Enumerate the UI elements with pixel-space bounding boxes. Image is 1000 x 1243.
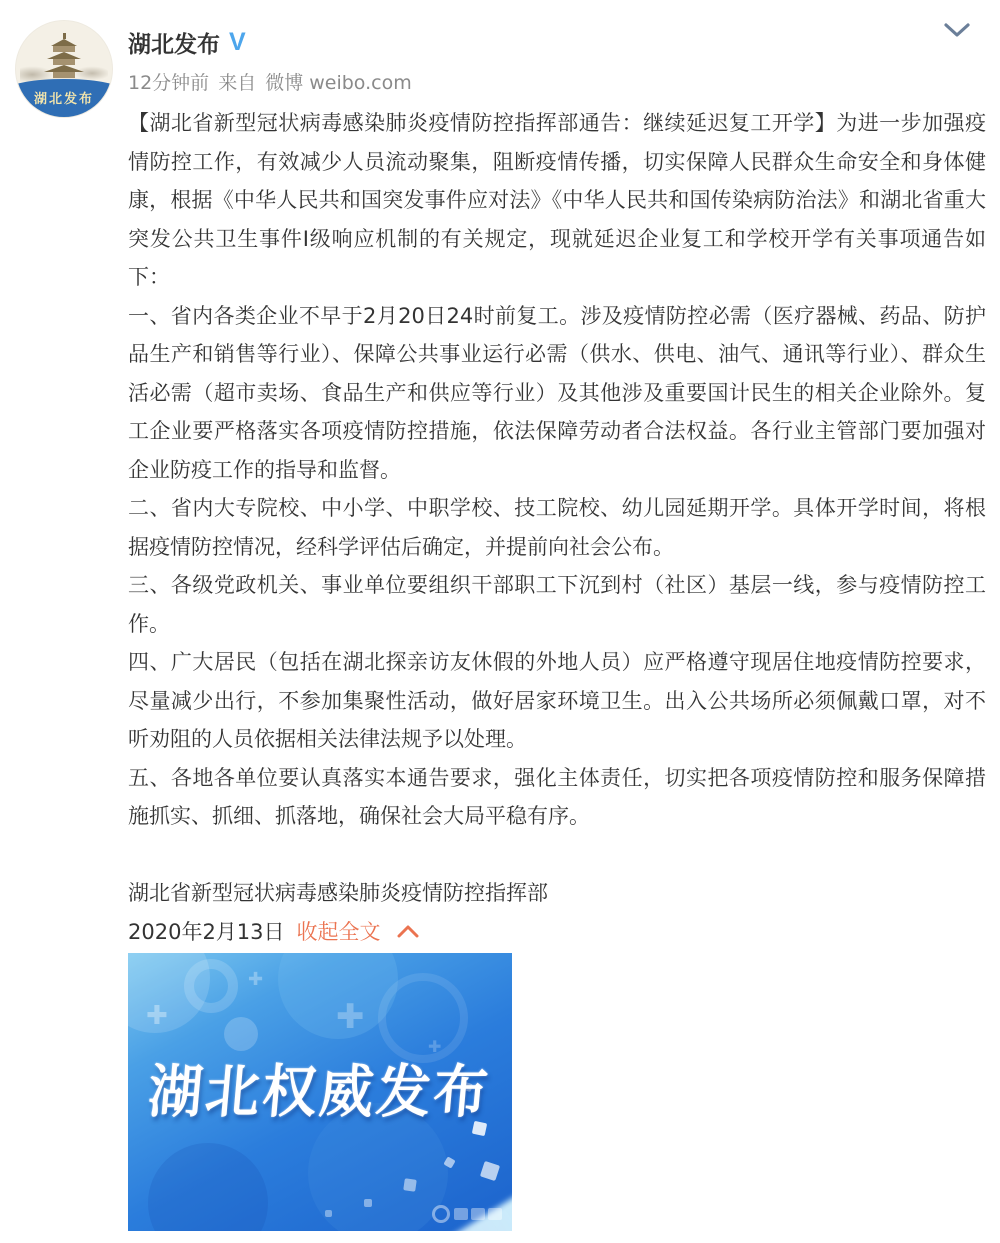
post-paragraph: 一、省内各类企业不早于2月20日24时前复工。涉及疫情防控必需（医疗器械、药品、防护品生产和销售等行业）、保障公共事业运行必需（供水、供电、油气、通讯等行业）、群众生活必需（超市卖场、食品生产和供应等行业）及其他涉及重要国计民生的相关企业除外。复工企业要严格落实各项疫情防控措施，依法保障劳动者合法权益。各行业主管部门要加强对企业防疫工作的指导和监督。 [128, 303, 986, 482]
verified-badge-icon: V [229, 28, 246, 56]
chevron-up-icon[interactable] [397, 925, 419, 938]
post-paragraph: 四、广大居民（包括在湖北探亲访友休假的外地人员）应严格遵守现居住地疫情防控要求，尽量减少出行，不参加集聚性活动，做好居家环境卫生。出入公共场所必须佩戴口罩，对不听劝阻的人员依据相关法律法规予以处理。 [128, 650, 986, 751]
decor-ring [184, 959, 238, 1013]
medical-cross-icon: ✚ [428, 1037, 442, 1056]
medical-cross-icon: ✚ [336, 997, 365, 1037]
signature-date: 2020年2月13日 [128, 919, 285, 944]
sparkle [364, 1199, 372, 1207]
author-line [128, 26, 246, 59]
yellow-crane-tower-icon [42, 33, 86, 78]
signature-org: 湖北省新型冠状病毒感染肺炎疫情防控指挥部 [128, 881, 548, 905]
image-title-text: 湖北权威发布 [145, 1058, 494, 1126]
chevron-down-icon[interactable] [940, 18, 974, 46]
post-paragraph: 二、省内大专院校、中小学、中职学校、技工院校、幼儿园延期开学。具体开学时间，将根据疫情防控情况，经科学评估后确定，并提前向社会公布。 [128, 496, 986, 559]
sparkle [325, 1210, 332, 1217]
post-paragraph: 五、各地各单位要认真落实本通告要求，强化主体责任，切实把各项疫情防控和服务保障措施抓实、抓细、抓落地，确保社会大局平稳有序。 [128, 765, 986, 828]
weibo-watermark [432, 1205, 502, 1223]
post-paragraph: 【湖北省新型冠状病毒感染肺炎疫情防控指挥部通告：继续延迟复工开学】为进一步加强疫情防控工作，有效减少人员流动聚集，阻断疫情传播，切实保障人民群众生命安全和身体健康，根据《中华人民共和国突发事件应对法》《中华人民共和国传染病防治法》和湖北省重大突发公共卫生事件I级响应机制的有关规定，现就延迟企业复工和学校开学有关事项通告如下： [128, 111, 986, 289]
post-paragraph: 三、各级党政机关、事业单位要组织干部职工下沉到村（社区）基层一线，参与疫情防控工作。 [128, 573, 986, 636]
post-text [128, 104, 986, 951]
blank-line [128, 836, 986, 875]
signature-date-line [128, 913, 986, 952]
post-meta [128, 68, 412, 95]
post-from-label: 来自 [218, 72, 257, 94]
collapse-full-text-link[interactable]: 收起全文 [296, 919, 381, 944]
sparkle [480, 1161, 500, 1181]
avatar-band-label: 湖北发布 [33, 92, 94, 107]
post-time[interactable]: 12分钟前 [128, 72, 210, 94]
medical-cross-icon: ✚ [146, 1001, 168, 1031]
post-image[interactable] [128, 953, 512, 1231]
sparkle [403, 1178, 417, 1192]
avatar[interactable] [15, 20, 113, 118]
watermark-text-blur [454, 1208, 502, 1220]
weibo-eye-icon [432, 1205, 450, 1223]
author-name[interactable]: 湖北发布 [128, 32, 220, 58]
decor-circle [148, 1143, 268, 1231]
post-source-link[interactable]: 微博 weibo.com [265, 72, 412, 94]
medical-cross-icon: ✚ [248, 969, 264, 990]
